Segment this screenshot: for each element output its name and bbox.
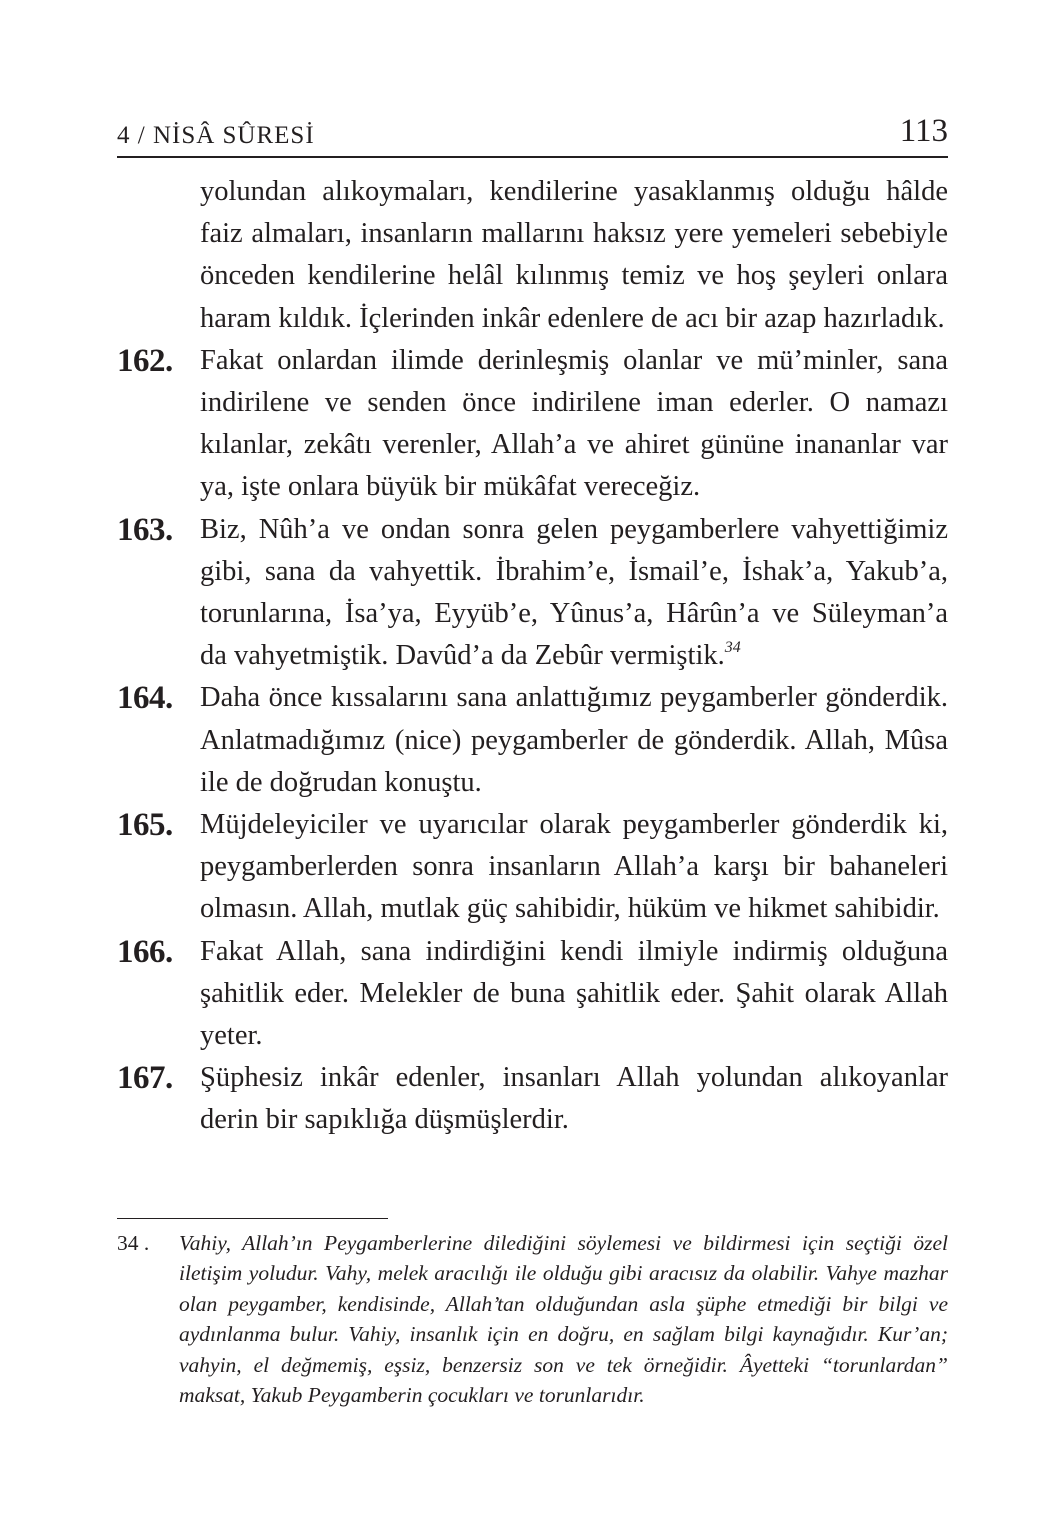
verse-text: Daha önce kıssalarını sana anlattığımız peygamberler gönderdik. Anlatmadığımız (nice) peygamberler de gönderdik. Allah, Mûsa ile de doğrudan konuştu. (200, 682, 948, 798)
footnote-reference: 34 (724, 639, 741, 657)
verse-text: Şüphesiz inkâr edenler, insanları Allah yolundan alıkoyanlar derin bir sapıklığa düşmüşlerdir. (200, 1062, 948, 1136)
verse-number: 164. (117, 680, 173, 717)
page-header (117, 108, 948, 158)
verse-number: 167. (117, 1060, 173, 1097)
verse-text: Biz, Nûh’a ve ondan sonra gelen peygamberlere vahyettiğimiz gibi, sana da vahyettik. İbrahim’e, İsmail’e, İshak’a, Yakub’a, torunlarına, İsa’ya, Eyyüb’e, Yûnus’a, Hârûn’a ve Süleyman’a da vahyetmiştik. Davûd’a da Zebûr vermiştik. (200, 513, 948, 672)
verse-paragraph (117, 804, 948, 931)
footnote (117, 1228, 948, 1410)
verse-number: 162. (117, 342, 173, 379)
verse-paragraph (117, 171, 948, 340)
verse-text: yolundan alıkoymaları, kendilerine yasaklanmış olduğu hâlde faiz almaları, insanların mallarını haksız yere yemeleri sebebiyle önceden kendilerine helâl kılınmış temiz ve hoş şeyleri onlara haram kıldık. İçlerinden inkâr edenlere de acı bir azap hazırladık. (200, 176, 948, 334)
verse-paragraph (117, 931, 948, 1058)
verse-paragraph (117, 509, 948, 678)
main-text (117, 171, 948, 1142)
verse-paragraph (117, 340, 948, 509)
verse-paragraph (117, 1057, 948, 1141)
footnote-divider (117, 1218, 388, 1219)
verse-number: 163. (117, 511, 173, 548)
verse-number: 166. (117, 933, 173, 970)
verse-paragraph (117, 677, 948, 804)
running-head: 4 / NİSÂ SÛRESİ (117, 122, 315, 149)
verse-number: 165. (117, 807, 173, 844)
page-number: 113 (899, 113, 948, 149)
verse-text: Müjdeleyiciler ve uyarıcılar olarak peygamberler gönderdik ki, peygamberlerden sonra insanların Allah’a karşı bir bahaneleri olmasın. Allah, mutlak güç sahibidir, hüküm ve hikmet sahibidir. (200, 809, 948, 925)
footnote-text: Vahiy, Allah’ın Peygamberlerine dilediğini söylemesi ve bildirmesi için seçtiği özel iletişim yoludur. Vahy, melek aracılığı ile olduğu gibi aracısız da olabilir. Vahye mazhar olan peygamber, kendisinde, Allah’tan olduğundan asla şüphe etmediği bir bilgi ve aydınlanma bulur. Vahiy, insanlık için en doğru, en sağlam bilgi kaynağıdır. Kur’an; vahyin, el değmemiş, eşsiz, benzersiz son ve tek örneğidir. Âyetteki “torunlardan” maksat, Yakub Peygamberin çocukları ve torunlarıdır. (179, 1231, 948, 1408)
verse-text: Fakat Allah, sana indirdiğini kendi ilmiyle indirmiş olduğuna şahitlik eder. Melekler de buna şahitlik eder. Şahit olarak Allah yeter. (200, 935, 948, 1052)
footnote-number: 34 . (117, 1231, 150, 1255)
verse-text: Fakat onlardan ilimde derinleşmiş olanlar ve mü’minler, sana indirilene ve senden önce indirilene iman ederler. O namazı kılanlar, zekâtı verenler, Allah’a ve ahiret gününe inananlar var ya, işte onlara büyük bir mükâfat vereceğiz. (200, 344, 948, 503)
